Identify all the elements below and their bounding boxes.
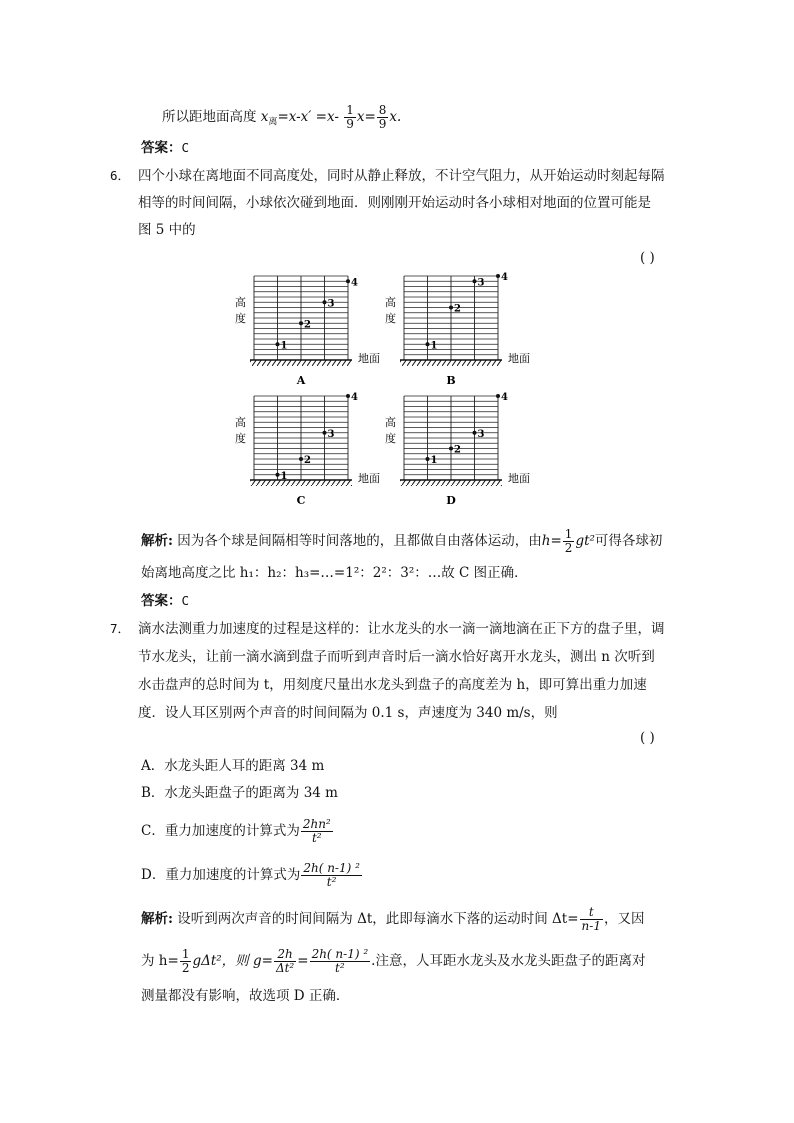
g-t-squared: gt² [575,533,595,549]
axis-label-degree: 度 [385,312,396,325]
q7-line-2: 节水龙头，让前一滴水滴到盘子而听到声音时后一滴水恰好离开水龙头，测出 n 次听到 [138,649,655,665]
panel-C [235,392,380,507]
analysis-7-part-c: = [297,953,309,969]
answer-6 [141,591,189,611]
q7-answer-bracket: ( ) [640,730,655,746]
q6-number: 6． [110,168,131,183]
ball-label-1: 1 [430,455,438,466]
analysis-label: 解析: [141,533,173,549]
q6-line-1: 四个小球在离地面不同高度处，同时从静止释放，不计空气阻力，从开始运动时刻起每隔 [138,168,665,184]
fraction-g-formula: $\frac{\text{2h( n-1) ²}}{\text{t²}}$ [311,947,369,975]
q6-line-3: 图 5 中的 [138,222,196,238]
answer-value: C [181,140,190,155]
q7-line-3: 水击盘声的总时间为 t，用刻度尺量出水龙头到盘子的高度差为 h，即可算出重力加速 [138,677,647,693]
ball-3 [473,431,477,435]
ground-label: 地面 [508,352,530,365]
ball-label-4: 4 [501,392,508,403]
equation-part-1: =x-x′ =x- [277,109,339,125]
analysis-6-text-2: 可得各球初 [594,533,663,549]
analysis-7-line-1 [141,906,644,933]
q7-option-d [141,862,363,889]
q7-option-a: A．水龙头距人耳的距离 34 m [141,758,325,774]
ball-label-4: 4 [351,392,358,403]
option-d-formula: $\frac{\text{2h( n-1) ²}}{\text{t²}}$ [303,861,360,889]
option-letter: B [446,374,456,387]
fraction-2h-over-dt2: $\frac{2h}{\text{Δt²}}$ [275,947,295,975]
axis-label-high: 高 [385,416,396,429]
ground-label: 地面 [358,472,380,485]
axis-label-degree: 度 [385,432,396,445]
analysis-7-text-1: 设听到两次声音的时间间隔为 Δt，此即每滴水下落的运动时间 Δt= [177,911,579,927]
option-letter: C [296,494,306,507]
analysis-label: 解析: [141,911,173,927]
ball-label-3: 3 [327,298,335,310]
analysis-6-line-2: 始离地高度之比 h₁：h₂：h₃=…=1²：2²：3²：…故 C 图正确． [141,565,528,581]
q6-line-2: 相等的时间间隔，小球依次碰到地面．则刚刚开始运动时各小球相对地面的位置可能是 [138,195,651,211]
ball-1 [426,457,430,461]
axis-label-high: 高 [385,296,396,309]
analysis-6-text-1: 因为各个球是间隔相等时间落地的，且都做自由落体运动，由 [177,533,542,549]
h-equals: h= [541,533,562,549]
analysis-7-part-b: gΔt²，则 g= [192,953,273,969]
ball-label-2: 2 [304,319,311,331]
option-letter: D [446,494,456,507]
ball-1 [276,473,280,477]
ball-label-3: 3 [477,428,485,440]
answer-5 [141,138,189,158]
analysis-6-line-1 [141,528,662,555]
ball-label-2: 2 [454,303,461,315]
q7-line-1: 滴水法测重力加速度的过程是这样的：让水龙头的水一滴一滴地滴在正下方的盘子里，调 [138,621,665,637]
q7-number: 7． [110,621,131,636]
ball-3 [473,279,477,283]
panel-A [235,276,380,387]
x-subscript: 离 [268,117,278,128]
option-d-text: D．重力加速度的计算式为 [141,867,301,883]
fraction-t-over-n-minus-1: $\frac{t}{n-1}$ [581,905,601,933]
ball-3 [323,300,327,304]
analysis-7-text-1b: ，又因 [603,911,645,927]
ball-2 [299,321,303,325]
fraction-one-ninth: $\frac{1}{9}$ [346,103,354,131]
ground-hatch [250,360,352,366]
ball-2 [299,457,303,461]
ball-label-3: 3 [477,277,485,289]
axis-label-degree: 度 [235,312,246,325]
fraction-one-half: $\frac{1}{2}$ [564,527,573,555]
option-c-formula: $\frac{\text{2hn²}}{\text{t²}}$ [302,817,331,845]
q7-option-b: B．水龙头距盘子的距离为 34 m [141,785,338,801]
ground-hatch [250,480,352,486]
equation-part-2: x= [356,109,376,125]
analysis-7-part-a: 为 h= [141,953,179,969]
ground-label: 地面 [358,352,380,365]
panel-B [385,272,530,387]
ball-4 [346,279,350,283]
ball-label-2: 2 [454,444,461,456]
ball-3 [323,431,327,435]
prev-solution-line [162,104,401,133]
answer-label: 答案： [141,140,182,156]
q7-option-c [141,818,334,845]
analysis-7-line-2 [141,948,645,975]
ball-1 [426,342,430,346]
analysis-7-part-d: .注意，人耳距水龙头及水龙头距盘子的距离对 [371,953,646,969]
ground-hatch [400,480,502,486]
answer-label: 答案： [141,593,182,609]
fraction-one-half: $\frac{1}{2}$ [181,947,190,975]
ball-label-4: 4 [351,277,358,289]
ball-label-3: 3 [327,428,335,440]
equation-tail: x. [389,109,402,125]
ball-label-4: 4 [501,272,508,283]
axis-label-high: 高 [235,416,246,429]
ball-1 [276,342,280,346]
analysis-7-line-3: 测量都没有影响，故选项 D 正确． [141,988,350,1004]
fraction-eight-ninth: $\frac{8}{9}$ [378,103,387,131]
ball-4 [346,394,350,398]
x-symbol: x [260,109,269,125]
height-prefix: 所以距地面高度 [162,109,257,125]
ball-label-1: 1 [430,340,438,352]
ground-label: 地面 [508,472,530,485]
ball-label-1: 1 [280,340,288,352]
ball-4 [496,274,500,278]
option-letter: A [296,374,306,387]
ball-label-1: 1 [280,470,288,482]
ball-4 [496,394,500,398]
q6-answer-bracket: ( ) [640,250,655,266]
answer-value: C [181,593,190,608]
ground-hatch [400,360,502,366]
option-c-text: C．重力加速度的计算式为 [141,823,300,839]
axis-label-high: 高 [235,296,246,309]
panel-D [385,392,530,507]
q7-line-4: 度．设人耳区别两个声音的时间间隔为 0.1 s，声速度为 340 m/s，则 [138,705,558,721]
figure-5-ball-positions [232,268,572,508]
axis-label-degree: 度 [235,432,246,445]
ball-2 [449,447,453,451]
ball-label-2: 2 [304,455,311,466]
ball-2 [449,306,453,310]
